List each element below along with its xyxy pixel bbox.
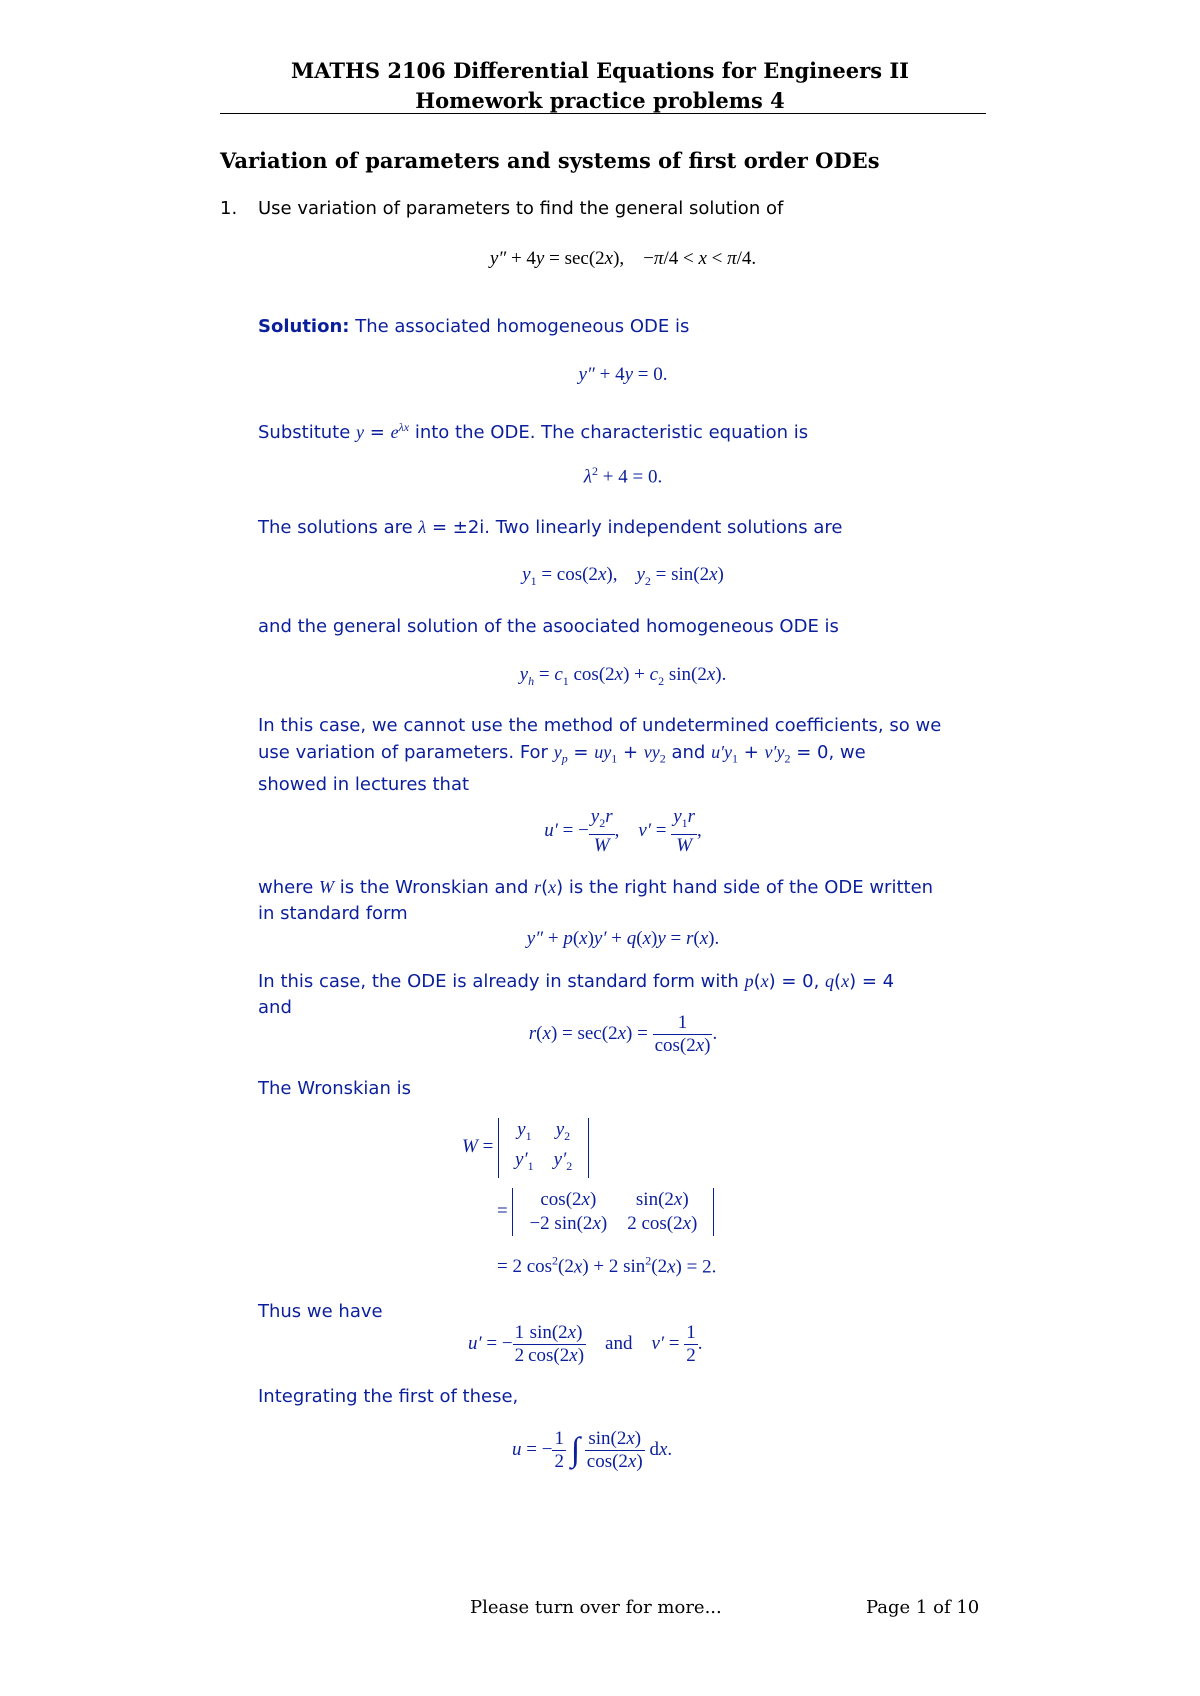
- equation-characteristic: $\lambda^2 + 4 = 0$.: [583, 464, 663, 488]
- equation-wronskian-1: W = $y_1$ $y_2$ $y'_1$ $y'_2$: [462, 1118, 589, 1178]
- text: The solutions are: [258, 517, 413, 538]
- equation-u-v-prime-values: u′ = − $\frac{1}{2}$ $\frac{\sin(2x)}{\cos(2x)}$ and v′ = $\frac{1}{2}$ .: [468, 1322, 703, 1366]
- paragraph-wronskian-def: where W is the Wronskian and r(x) is the right hand side of the ODE written in standard form: [258, 874, 988, 927]
- paragraph-solutions: The solutions are λ = ±2i. Two linearly independent solutions are: [258, 517, 843, 538]
- solution-text: The associated homogeneous ODE is: [355, 316, 690, 337]
- equation-standard-form: y″ + p(x)y′ + q(x)y = r(x).: [526, 928, 720, 949]
- page-number: Page 1 of 10: [866, 1597, 980, 1618]
- text: where: [258, 877, 314, 898]
- text-line: and: [258, 997, 292, 1018]
- text: is the Wronskian and: [339, 877, 529, 898]
- text: Substitute: [258, 422, 351, 443]
- text: is the right hand side of the ODE written: [568, 877, 934, 898]
- text: Two linearly independent solutions are: [495, 517, 843, 538]
- equation-wronskian-3: = 2 $\cos^2(2x) + 2$ $\sin^2(2x) = 2$.: [497, 1254, 717, 1278]
- text-line: In this case, we cannot use the method of undetermined coefficients, so we: [258, 715, 942, 736]
- equation-homogeneous: y″ + 4y = 0.: [578, 364, 668, 385]
- paragraph-integrating: Integrating the first of these,: [258, 1386, 519, 1407]
- text-line: showed in lectures that: [258, 773, 470, 795]
- text: In this case, the ODE is already in standard form with: [258, 971, 739, 992]
- paragraph-thus: Thus we have: [258, 1301, 383, 1322]
- equation-basis: $y_1 = \cos(2x)$, $y_2 = \sin(2x)$: [522, 564, 724, 588]
- solution-intro: [258, 314, 689, 340]
- text: , we: [828, 742, 866, 763]
- text: and: [605, 1332, 633, 1354]
- document-title: MATHS 2106 Differential Equations for Engineers II: [291, 58, 909, 83]
- question-number: 1.: [220, 198, 238, 219]
- text: use variation of parameters. For: [258, 742, 548, 763]
- paragraph-wronskian: The Wronskian is: [258, 1078, 411, 1099]
- question-text: Use variation of parameters to find the general solution of: [258, 198, 784, 219]
- text: and: [671, 742, 706, 763]
- solution-label: Solution:: [258, 316, 350, 337]
- equation-yh: $y_h = c_1$ $\cos(2x) + c_2$ sin(2x).: [519, 664, 727, 688]
- paragraph-standard: In this case, the ODE is already in standard form with p(x) = 0, q(x) = 4 and: [258, 968, 988, 1021]
- paragraph-substitute: Substitute $y = e^{\lambda x}$ into the ODE. The characteristic equation is: [258, 420, 809, 443]
- equation-u-v-prime: u′ = − $\frac{y_2r}{W}$ , v′ = $\frac{y_1r}{W}$ ,: [544, 806, 702, 856]
- text-line: in standard form: [258, 903, 408, 924]
- document-subtitle: Homework practice problems 4: [415, 88, 785, 113]
- equation-ode: y″ + 4y = sec(2x), −π/4 < x < π/4.: [489, 248, 757, 269]
- paragraph-variation: In this case, we cannot use the method of undetermined coefficients, so we use variation of parameters. For $y_p = uy_1 + vy_2$ and $u'y_1 + v'y_2 = 0$, we showed in lectures that: [258, 713, 988, 798]
- header-rule: [220, 113, 986, 114]
- paragraph-general: and the general solution of the asoociated homogeneous ODE is: [258, 616, 839, 637]
- equation-rhs: r(x) = sec(2x) = $\frac{1}{\cos(2x)}$ .: [528, 1012, 718, 1056]
- equation-u-integral: u = − $\frac{1}{2}$ ∫ $\frac{\sin(2x)}{\cos(2x)}$ dx.: [512, 1428, 673, 1472]
- section-title: Variation of parameters and systems of first order ODEs: [220, 148, 880, 173]
- question-1: [220, 198, 783, 219]
- equation-wronskian-2: = cos(2x) sin(2x) −2 sin(2x) 2 cos(2x): [497, 1188, 714, 1236]
- text: into the ODE. The characteristic equation is: [414, 422, 809, 443]
- footer-continue-note: Please turn over for more...: [470, 1597, 722, 1618]
